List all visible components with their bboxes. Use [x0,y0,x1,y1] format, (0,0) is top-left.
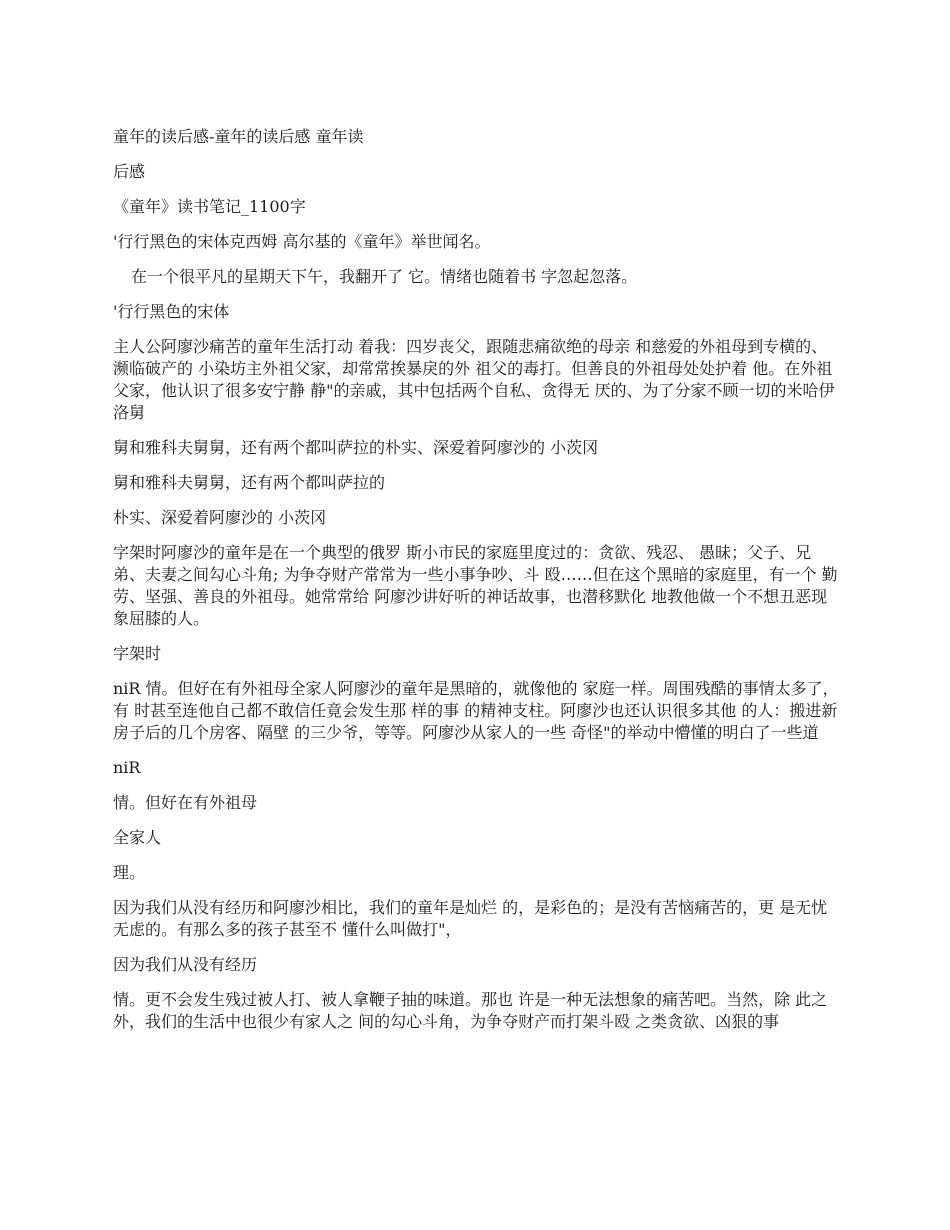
document-body [113,126,840,1046]
text-paragraph: 全家人 [113,828,162,847]
text-paragraph: 主人公阿廖沙痛苦的童年生活打动 着我：四岁丧父，跟随悲痛欲绝的母亲 和慈爱的外祖母到专横的、濒临破产的 小染坊主外祖父家，却常常挨暴戾的外 祖父的毒打。但善良的外祖母处处护着 他。在外祖父家，他认识了很多安宁静 静"的亲戚，其中包括两个自私、贪得无 厌的、为了分家不顾一切的米哈伊洛舅 [113,337,835,422]
text-paragraph: '行行黑色的宋体克西姆 高尔基的《童年》举世闻名。 [113,232,491,251]
text-paragraph: niR [113,758,141,777]
text-paragraph: niR 情。但好在有外祖母全家人阿廖沙的童年是黑暗的，就像他的 家庭一样。周围残酷的事情太多了，有 时甚至连他自己都不敢信任竟会发生那 样的事 的精神支柱。阿廖沙也还认识很多其他 的人：搬进新房子后的几个房客、隔壁 的三少爷，等等。阿廖沙从家人的一些 奇怪"的举动中懵懂的明白了一些道 [113,679,839,742]
text-paragraph: 因为我们从没有经历和阿廖沙相比，我们的童年是灿烂 的，是彩色的；是没有苦恼痛苦的，更 是无忧无虑的。有那么多的孩子甚至不 懂什么叫做打"， [113,898,828,939]
document-title-line-2: 后感 [113,162,146,181]
text-paragraph: 情。但好在有外祖母 [113,793,258,812]
subtitle-paragraph: 《童年》读书笔记_1100字 [113,197,306,216]
text-paragraph: 情。更不会发生残过被人打、被人拿鞭子抽的味道。那也 许是一种无法想象的痛苦吧。当然，除 此之外，我们的生活中也很少有家人之 间的勾心斗角，为争夺财产而打架斗殴 之类贪欲、凶狠的事 [113,990,828,1031]
text-paragraph: 舅和雅科夫舅舅，还有两个都叫萨拉的 [113,473,386,492]
text-paragraph: 朴实、深爱着阿廖沙的 小茨冈 [113,508,327,527]
text-paragraph: 理。 [113,863,146,882]
text-paragraph: 字架时 [113,644,162,663]
text-paragraph: 舅和雅科夫舅舅，还有两个都叫萨拉的朴实、深爱着阿廖沙的 小茨冈 [113,438,599,457]
document-title-line-1: 童年的读后感-童年的读后感 童年读 [113,127,364,146]
text-paragraph: 因为我们从没有经历 [113,955,258,974]
text-paragraph: 在一个很平凡的星期天下午，我翻开了 它。情绪也随着书 字忽起忽落。 [131,267,638,286]
text-paragraph: 字架时阿廖沙的童年是在一个典型的俄罗 斯小市民的家庭里度过的：贪欲、残忍、 愚昧；父子、兄弟、夫妻之间勾心斗角; 为争夺财产常常为一些小事争吵、斗 殴……但在这个黑暗的家庭里，有一个 勤劳、坚强、善良的外祖母。她常常给 阿廖沙讲好听的神话故事，也潜移默化 地教他做一个不想丑恶现象屈膝的人。 [113,543,838,628]
text-paragraph: '行行黑色的宋体 [113,302,230,321]
